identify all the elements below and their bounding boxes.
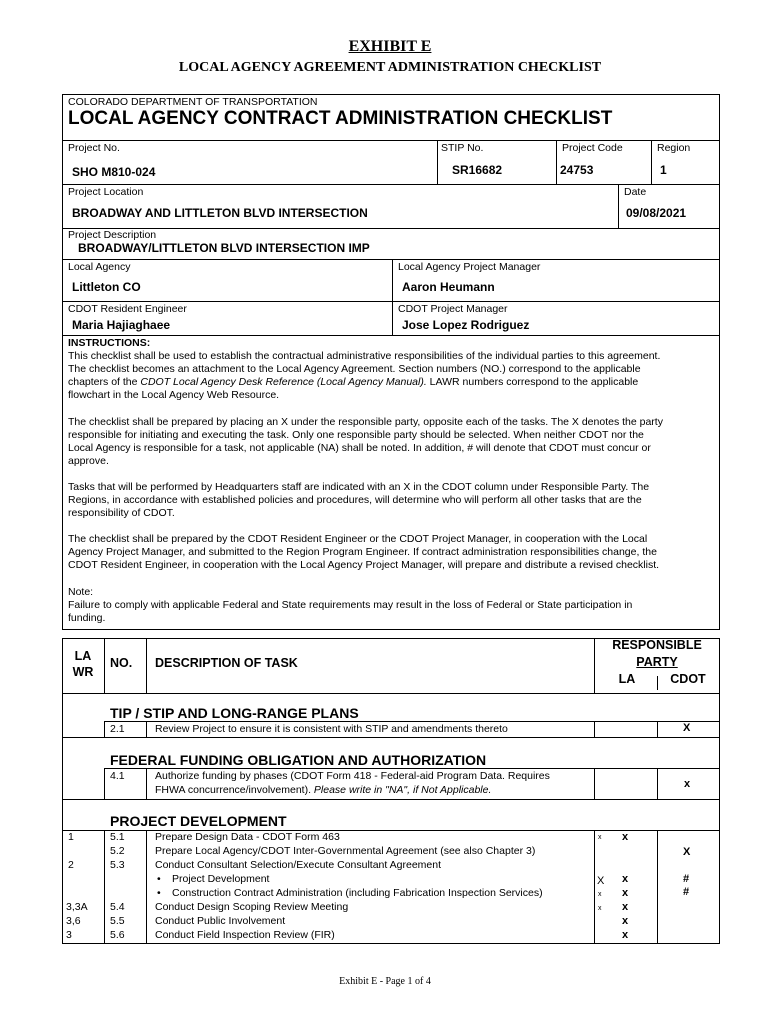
divider xyxy=(392,259,393,336)
section-project-development: PROJECT DEVELOPMENT xyxy=(110,813,287,829)
date-value: 09/08/2021 xyxy=(626,206,687,220)
project-description-value: BROADWAY/LITTLETON BLVD INTERSECTION IMP xyxy=(78,241,370,255)
instructions-paragraph-3: Tasks that will be performed by Headquarters staff are indicated with an X in the CDOT column under Responsible Party. The Regions, in accordance with established policies and procedures, will determine who will perform all other tasks that are the responsibility of CDOT. xyxy=(68,481,650,519)
table-left-border xyxy=(62,638,63,943)
exhibit-subtitle: LOCAL AGENCY AGREEMENT ADMINISTRATION CHECKLIST xyxy=(178,60,602,75)
divider xyxy=(62,228,720,229)
la-mark-small: x xyxy=(598,834,602,841)
divider xyxy=(657,721,658,737)
divider xyxy=(657,768,658,799)
cdot-resident-engineer-label: CDOT Resident Engineer xyxy=(68,303,187,315)
divider xyxy=(104,768,720,769)
instructions-paragraph-4: The checklist shall be prepared by the CDOT Resident Engineer or the CDOT Project Manager, in cooperation with the Local Agency Project Manager, and submitted to the Region Program Engineer. If contract administration responsibilities change, the CDOT Resident Engineer, in cooperation with the Local Agency Project Manager, will prepare and distribute a revised checklist. xyxy=(68,533,660,571)
instructions-paragraph-1: This checklist shall be used to establish the contractual administrative responsibilities of the individual parties to this agreement. The checklist becomes an attachment to the Local Agency Agreement. Section numbers (NO.) correspond to the applicable chapters of the CDOT Local Agency Desk Reference (Local Agency Manual). LAWR numbers correspond to the applicable flowchart in the Local Agency Web Resource. xyxy=(68,350,661,401)
task-description: Review Project to ensure it is consistent with STIP and amendments thereto xyxy=(155,723,508,735)
la-mark-small: X xyxy=(597,875,605,887)
divider xyxy=(594,638,595,694)
exhibit-title: EXHIBIT E xyxy=(348,38,432,55)
task-description: Conduct Field Inspection Review (FIR) xyxy=(155,929,335,941)
divider xyxy=(146,721,147,737)
task-description: Construction Contract Administration (including Fabrication Inspection Services) xyxy=(172,887,543,899)
la-column-header: LA xyxy=(618,672,636,686)
divider xyxy=(62,737,720,738)
section-federal-funding: FEDERAL FUNDING OBLIGATION AND AUTHORIZATION xyxy=(110,752,487,768)
task-description-continued: FHWA concurrence/involvement). Please write in "NA", if Not Applicable. xyxy=(155,784,492,796)
divider xyxy=(104,768,105,799)
form-left-border xyxy=(62,94,63,630)
divider xyxy=(594,830,595,943)
cdot-mark: X xyxy=(683,846,691,858)
task-number: 2.1 xyxy=(110,723,125,735)
task-description: Project Development xyxy=(172,873,270,885)
table-bottom-border xyxy=(62,943,720,944)
cdot-mark: x xyxy=(684,778,691,790)
divider xyxy=(62,301,720,302)
project-code-label: Project Code xyxy=(562,142,623,154)
la-mark: x xyxy=(622,873,629,885)
date-label: Date xyxy=(624,186,647,198)
bullet: • xyxy=(157,887,161,899)
local-agency-value: Littleton CO xyxy=(72,280,141,294)
region-value: 1 xyxy=(660,163,667,177)
task-number: 4.1 xyxy=(110,770,125,782)
task-number: 5.1 xyxy=(110,831,125,843)
divider xyxy=(146,830,147,943)
task-description: Prepare Design Data - CDOT Form 463 xyxy=(155,831,340,843)
no-header: NO. xyxy=(110,656,133,670)
la-project-manager-label: Local Agency Project Manager xyxy=(398,261,541,273)
instructions-note: Note: Failure to comply with applicable Federal and State requirements may result in the loss of Federal or State participation in funding. xyxy=(68,586,633,624)
la-mark: x xyxy=(622,887,629,899)
divider xyxy=(62,140,720,141)
divider xyxy=(657,830,658,943)
bullet: • xyxy=(157,873,161,885)
task-number: 5.2 xyxy=(110,845,125,857)
divider xyxy=(146,638,147,694)
divider xyxy=(437,140,438,184)
lawr-number: 3,3A xyxy=(66,901,88,913)
task-description: Conduct Design Scoping Review Meeting xyxy=(155,901,349,913)
page-footer: Exhibit E - Page 1 of 4 xyxy=(339,976,431,987)
form-bottom-border xyxy=(62,629,720,630)
form-top-border xyxy=(62,94,720,95)
task-description: Prepare Local Agency/CDOT Inter-Governmental Agreement (see also Chapter 3) xyxy=(155,845,536,857)
task-description: Authorize funding by phases (CDOT Form 418 - Federal-aid Program Data. Requires xyxy=(155,770,550,782)
lawr-number: 1 xyxy=(68,831,74,843)
project-location-value: BROADWAY AND LITTLETON BLVD INTERSECTION xyxy=(72,206,368,220)
project-no-label: Project No. xyxy=(68,142,120,154)
cdot-project-manager-value: Jose Lopez Rodriguez xyxy=(402,318,530,332)
divider xyxy=(104,830,105,943)
task-number: 5.5 xyxy=(110,915,125,927)
la-wr-header: LA WR xyxy=(72,649,94,679)
lawr-number: 3 xyxy=(66,929,72,941)
divider xyxy=(62,693,720,694)
form-right-border xyxy=(719,94,720,630)
divider xyxy=(618,184,619,228)
local-agency-label: Local Agency xyxy=(68,261,131,273)
stip-no-value: SR16682 xyxy=(452,163,503,177)
divider xyxy=(62,335,720,336)
form-title: LOCAL AGENCY CONTRACT ADMINISTRATION CHECKLIST xyxy=(68,108,613,129)
stip-no-label: STIP No. xyxy=(441,142,484,154)
divider xyxy=(62,184,720,185)
project-description-label: Project Description xyxy=(68,229,157,241)
cdot-mark: # xyxy=(683,873,690,885)
table-right-border xyxy=(719,638,720,943)
cdot-mark: X xyxy=(683,722,691,734)
description-header: DESCRIPTION OF TASK xyxy=(155,656,298,670)
la-mark: x xyxy=(622,929,629,941)
divider xyxy=(104,721,720,722)
region-label: Region xyxy=(657,142,691,154)
divider xyxy=(146,768,147,799)
divider xyxy=(651,140,652,184)
instructions-paragraph-2: The checklist shall be prepared by placing an X under the responsible party, opposite each of the tasks. The X denotes the party responsible for initiating and executing the task. Only one responsible party should be selected. When neither CDOT nor the Local Agency is responsible for a task, not applicable (NA) shall be noted. In addition, # will denote that CDOT must concur or approve. xyxy=(68,416,663,467)
cdot-column-header: CDOT xyxy=(670,672,706,686)
divider xyxy=(594,768,595,799)
department-label: COLORADO DEPARTMENT OF TRANSPORTATION xyxy=(68,96,318,108)
divider xyxy=(104,721,105,737)
task-description: Conduct Public Involvement xyxy=(155,915,286,927)
la-mark: x xyxy=(622,831,629,843)
project-code-value: 24753 xyxy=(560,163,594,177)
la-mark: x xyxy=(622,901,629,913)
responsible-header: RESPONSIBLE xyxy=(612,638,702,652)
la-project-manager-value: Aaron Heumann xyxy=(402,280,495,294)
la-mark: x xyxy=(622,915,629,927)
divider xyxy=(594,721,595,737)
cdot-resident-engineer-value: Maria Hajiaghaee xyxy=(72,318,171,332)
task-number: 5.4 xyxy=(110,901,125,913)
task-description: Conduct Consultant Selection/Execute Consultant Agreement xyxy=(155,859,442,871)
lawr-number: 3,6 xyxy=(66,915,81,927)
instructions-heading: INSTRUCTIONS: xyxy=(68,337,151,349)
divider xyxy=(657,676,658,690)
task-number: 5.6 xyxy=(110,929,125,941)
cdot-project-manager-label: CDOT Project Manager xyxy=(398,303,508,315)
task-number: 5.3 xyxy=(110,859,125,871)
divider xyxy=(104,638,105,694)
la-mark-small: x xyxy=(598,891,602,898)
la-mark-small: x xyxy=(598,905,602,912)
divider xyxy=(556,140,557,184)
project-location-label: Project Location xyxy=(68,186,144,198)
divider xyxy=(62,799,720,800)
section-tip-stip: TIP / STIP AND LONG-RANGE PLANS xyxy=(110,705,359,721)
cdot-mark: # xyxy=(683,886,690,898)
party-header: PARTY xyxy=(636,655,678,669)
lawr-number: 2 xyxy=(68,859,74,871)
divider xyxy=(62,259,720,260)
project-no-value: SHO M810-024 xyxy=(72,165,156,179)
